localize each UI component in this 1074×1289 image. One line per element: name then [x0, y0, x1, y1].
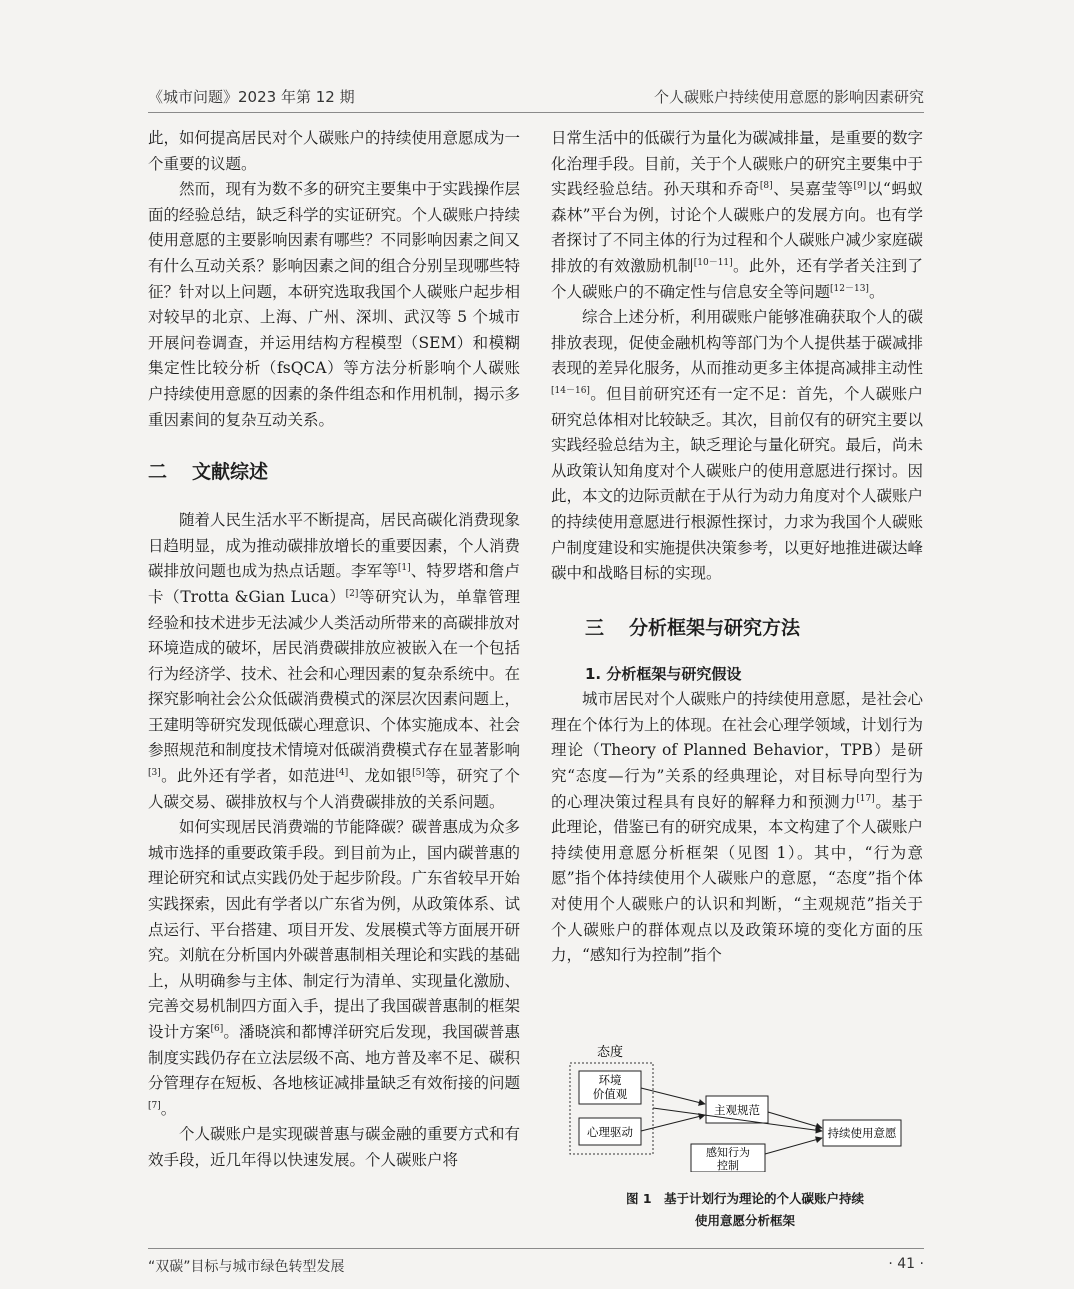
- running-footer: [148, 1256, 924, 1276]
- arrow: [641, 1088, 705, 1104]
- citation: [1]: [397, 563, 411, 574]
- citation: [7]: [148, 1100, 161, 1111]
- arrow: [768, 1112, 822, 1128]
- header-rule: [148, 112, 924, 113]
- subsection-heading: 1. 分析框架与研究假设: [585, 664, 742, 683]
- citation: [9]: [853, 181, 867, 192]
- right-column: [551, 126, 923, 969]
- left-column: [148, 126, 520, 1174]
- node-label: 主观规范: [714, 1103, 760, 1117]
- paragraph: 随着人民生活水平不断提高，居民高碳化消费现象日趋明显，成为推动碳排放增长的重要因素，个人消费碳排放问题也成为热点话题。李军等[1]、特罗塔和詹卢卡（Trotta &Gian Luca）[2]等研究认为，单靠管理经验和技术进步无法减少人类活动所带来的高碳排放对环境造成的破坏，居民消费碳排放应被嵌入在一个包括行为经济学、技术、社会和心理因素的复杂系统中。在探究影响社会公众低碳消费模式的深层次因素问题上，王建明等研究发现低碳心理意识、个体实施成本、社会参照规范和制度技术情境对低碳消费模式存在显著影响[3]。此外还有学者，如范进[4]、龙如银[5]等，研究了个人碳交易、碳排放权与个人消费碳排放的关系问题。: [148, 511, 521, 811]
- section-number: 三: [585, 616, 605, 639]
- footer-rule: [148, 1248, 924, 1249]
- node-label: 控制: [717, 1159, 739, 1172]
- section-title: 文献综述: [192, 461, 269, 484]
- tpb-framework-diagram: [569, 1040, 905, 1172]
- node-label: 环境: [598, 1073, 622, 1087]
- citation: [8]: [759, 181, 773, 192]
- citation: [2]: [345, 588, 359, 599]
- citation: [5]: [412, 768, 425, 779]
- section-heading: [551, 613, 923, 640]
- paragraph: 综合上述分析，利用碳账户能够准确获取个人的碳排放表现，促使金融机构等部门为个人提供基于碳减排表现的差异化服务，从而推动更多主体提高减排主动性[14－16]。但目前研究还有一定不足：首先，个人碳账户研究总体相对比较缺乏。其次，目前仅有的研究主要以实践经验总结为主，缺乏理论与量化研究。最后，尚未从政策认知角度对个人碳账户的使用意愿进行探讨。因此，本文的边际贡献在于从行为动力角度对个人碳账户的持续使用意愿进行根源性探讨，力求为我国个人碳账户制度建设和实施提供决策参考，以更好地推进碳达峰碳中和战略目标的实现。: [551, 308, 924, 583]
- arrow: [765, 1138, 822, 1154]
- journal-issue: 《城市问题》2023 年第 12 期: [148, 88, 355, 106]
- section-number: 二: [148, 461, 168, 484]
- section-heading: [148, 457, 520, 484]
- figure-caption: 图 1 基于计划行为理论的个人碳账户持续 使用意愿分析框架: [625, 1191, 865, 1228]
- footer-column-title: “双碳”目标与城市绿色转型发展: [148, 1259, 345, 1275]
- paragraph: 日常生活中的低碳行为量化为碳减排量，是重要的数字化治理手段。目前，关于个人碳账户的研究主要集中于实践经验总结。孙天琪和乔奇[8]、吴嘉莹等[9]以“蚂蚁森林”平台为例，讨论个人碳账户的发展方向。也有学者探讨了不同主体的行为过程和个人碳账户减少家庭碳排放的有效激励机制[10－11]。此外，还有学者关注到了个人碳账户的不确定性与信息安全等问题[12－13]。: [551, 129, 924, 301]
- page-number: · 41 ·: [888, 1256, 924, 1272]
- node-label: 心理驱动: [587, 1125, 633, 1139]
- paragraph: 如何实现居民消费端的节能降碳？碳普惠成为众多城市选择的重要政策手段。到目前为止，国内碳普惠的理论研究和试点实践仍处于起步阶段。广东省较早开始实践探索，因此有学者以广东省为例，从政策体系、试点运行、平台搭建、项目开发、发展模式等方面展开研究。刘航在分析国内外碳普惠制相关理论和实践的基础上，从明确参与主体、制定行为清单、实现量化激励、完善交易机制四方面入手，提出了我国碳普惠制的框架设计方案[6]。潘晓滨和都博洋研究后发现，我国碳普惠制度实践仍存在立法层级不高、地方普及率不足、碳积分管理存在短板、各地核证减排量缺乏有效衔接的问题[7]。: [148, 818, 521, 1118]
- node-label: 价值观: [592, 1087, 628, 1101]
- citation: [10－11]: [693, 257, 733, 268]
- section-title: 分析框架与研究方法: [629, 616, 801, 639]
- running-title: 个人碳账户持续使用意愿的影响因素研究: [653, 88, 924, 106]
- citation: [6]: [210, 1024, 224, 1034]
- group-label: 态度: [597, 1045, 624, 1060]
- citation: [17]: [856, 793, 875, 804]
- node-label: 感知行为: [706, 1146, 750, 1159]
- paragraph: 个人碳账户是实现碳普惠与碳金融的重要方式和有效手段，近几年得以快速发展。个人碳账户将: [148, 1125, 521, 1169]
- node-label: 持续使用意愿: [827, 1126, 897, 1140]
- paragraph: 然而，现有为数不多的研究主要集中于实践操作层面的经验总结，缺乏科学的实证研究。个人碳账户持续使用意愿的主要影响因素有哪些？不同影响因素之间又有什么互动关系？影响因素之间的组合分别呈现哪些特征？针对以上问题，本研究选取我国个人碳账户起步相对较早的北京、上海、广州、深圳、武汉等 5 个城市开展问卷调查，并运用结构方程模型（SEM）和模糊集定性比较分析（fsQCA）等方法分析影响个人碳账户持续使用意愿的因素的条件组态和作用机制，揭示多重因素间的复杂互动关系。: [148, 180, 521, 429]
- citation: [4]: [335, 768, 349, 779]
- citation: [12－13]: [830, 283, 869, 294]
- paragraph: 此，如何提高居民对个人碳账户的持续使用意愿成为一个重要的议题。: [148, 129, 521, 173]
- paragraph: 城市居民对个人碳账户的持续使用意愿，是社会心理在个体行为上的体现。在社会心理学领域，计划行为理论（Theory of Planned Behavior，TPB）是研究“态度—行为”关系的经典理论，对目标导向型行为的心理决策过程具有良好的解释力和预测力[17]。基于此理论，借鉴已有的研究成果，本文构建了个人碳账户持续使用意愿分析框架（见图 1）。其中，“行为意愿”指个体持续使用个人碳账户的意愿，“态度”指个体对使用个人碳账户的认识和判断，“主观规范”指关于个人碳账户的群体观点以及政策环境的变化方面的压力，“感知行为控制”指个: [551, 690, 924, 965]
- running-header: [148, 86, 924, 108]
- citation: [14－16]: [551, 385, 590, 396]
- citation: [3]: [148, 768, 161, 779]
- arrow: [641, 1115, 705, 1131]
